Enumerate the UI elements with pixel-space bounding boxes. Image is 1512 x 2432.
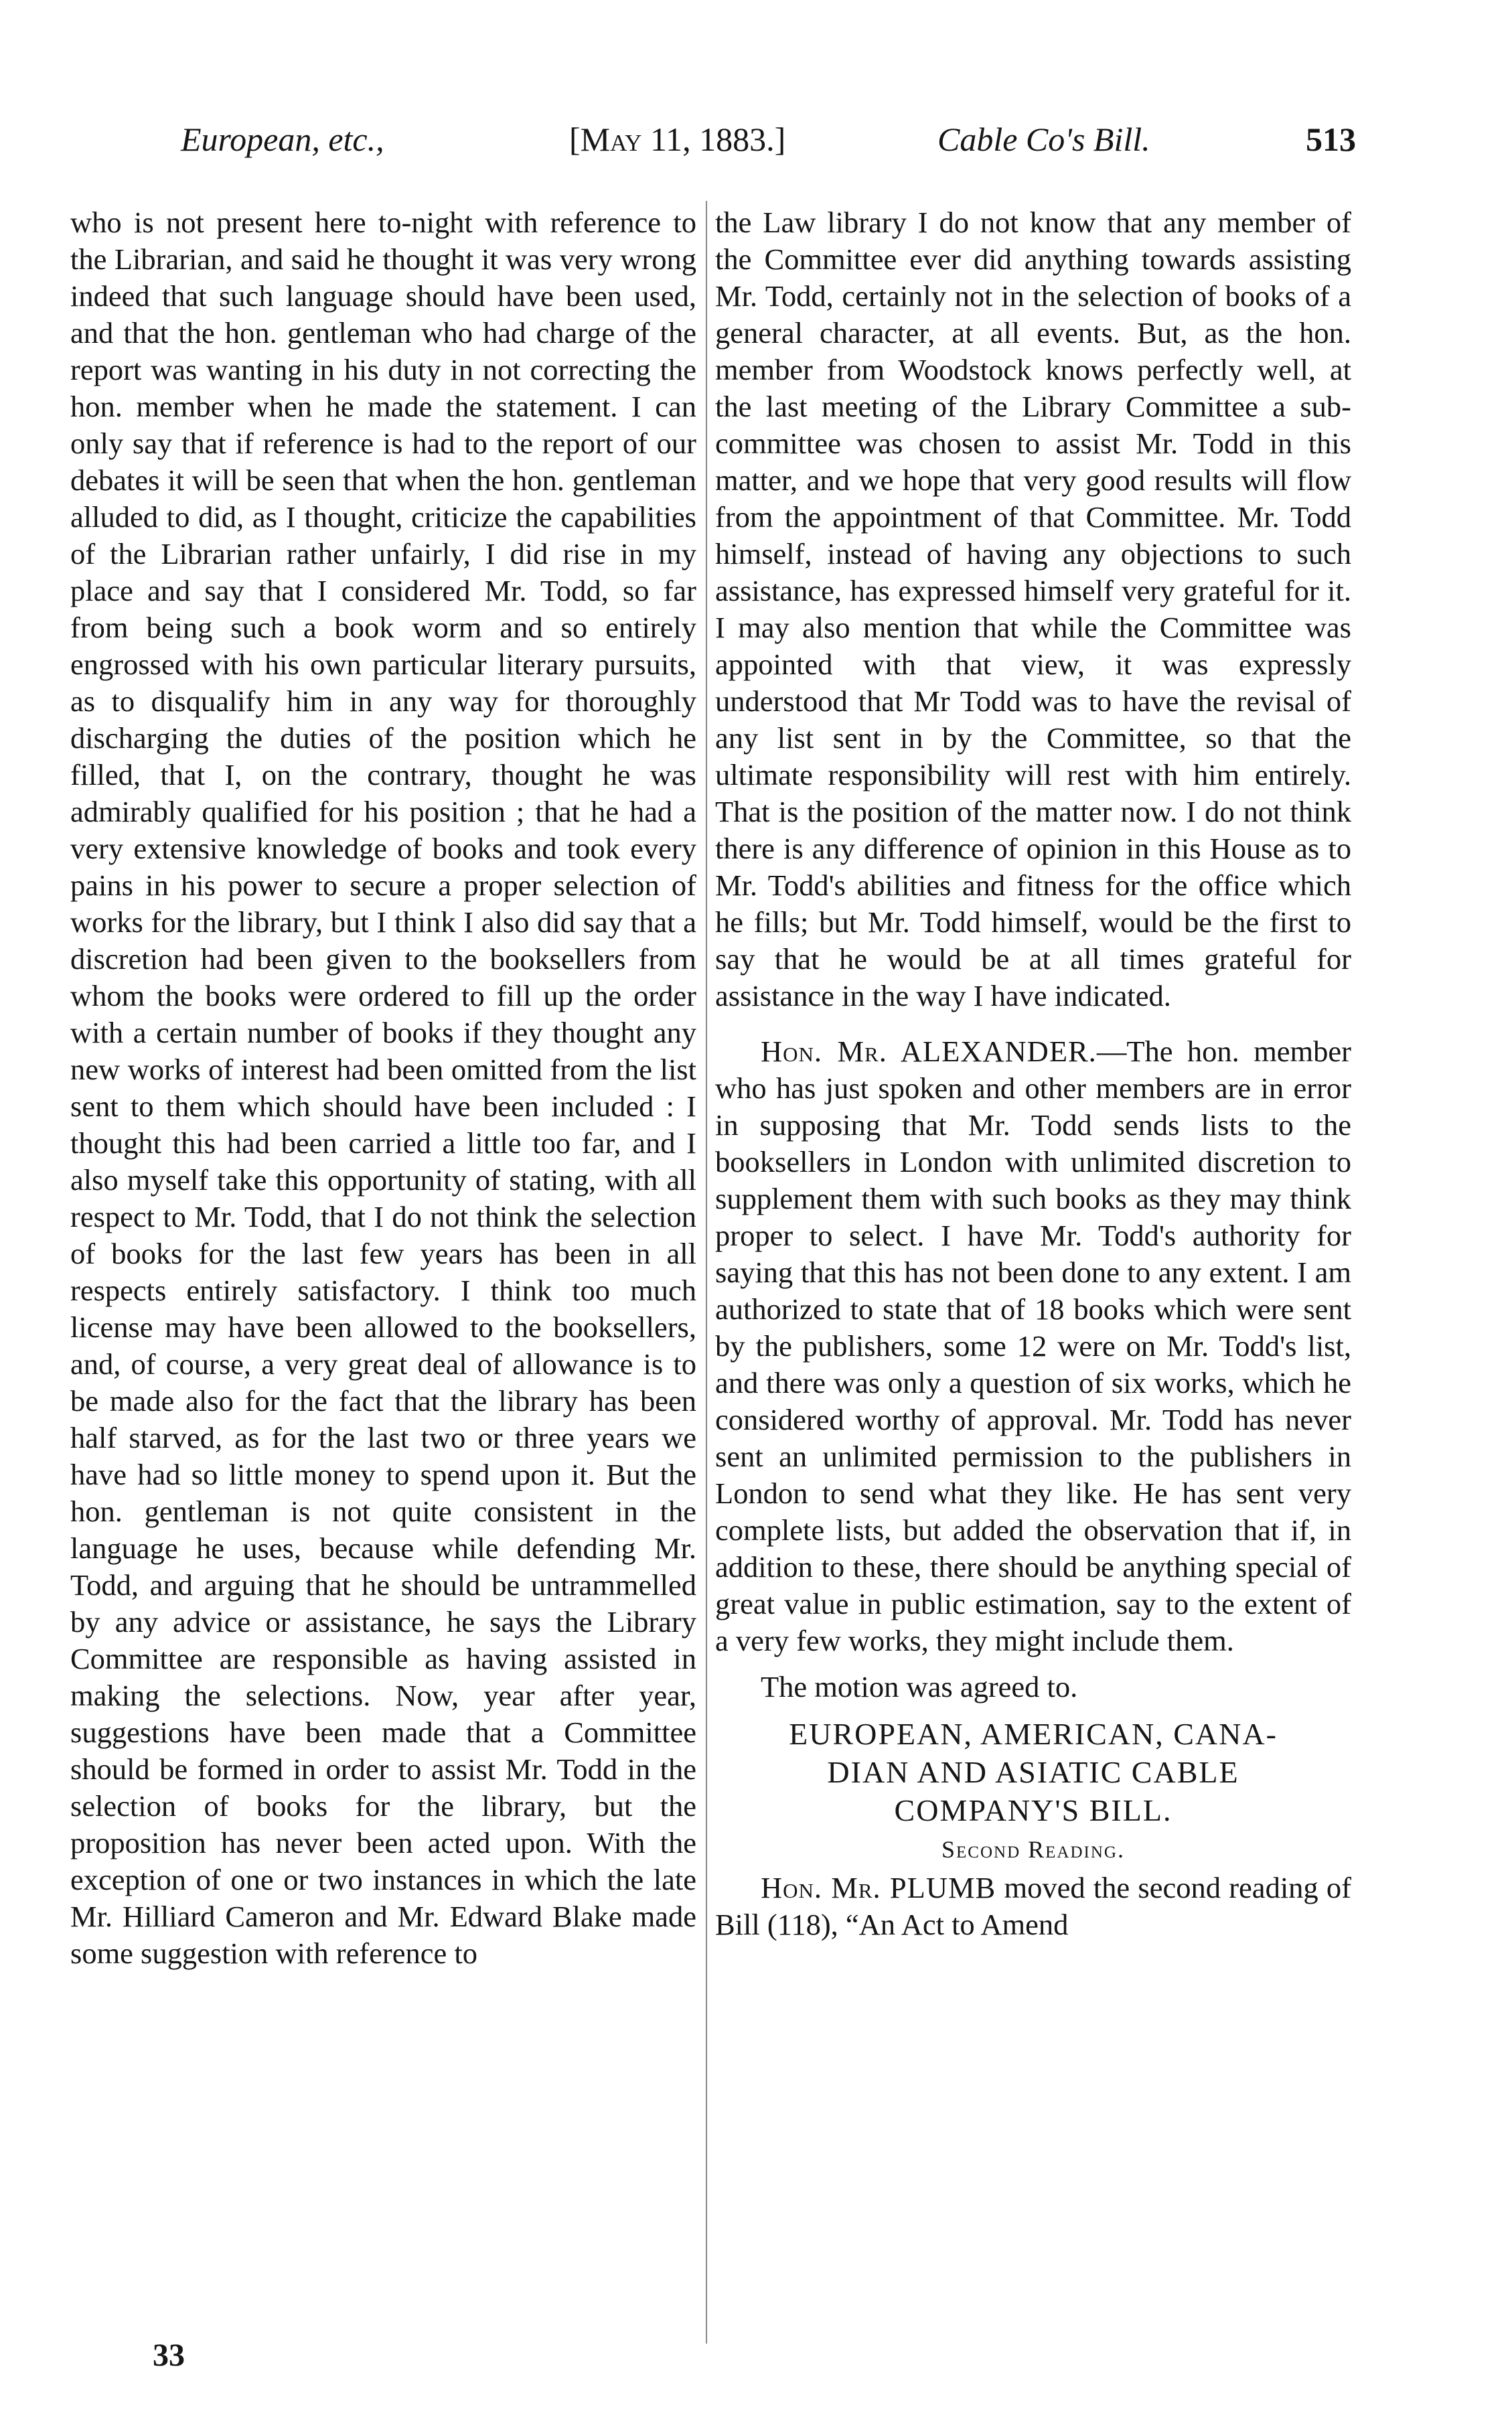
- second-reading-subheading: Second Reading.: [941, 1836, 1125, 1863]
- speaker-name: Hon. Mr. PLUMB: [761, 1871, 996, 1904]
- bill-heading-line: DIAN AND ASIATIC CABLE: [827, 1755, 1239, 1789]
- left-column-paragraph: who is not present here to-night with reference to the Librarian, and said he thought it was very wrong indeed that such language should have been used, and that the hon. gentleman who had charge of the report was wanting in his duty in not correcting the hon. member when he made the statement. I can only say that if reference is had to the report of our debates it will be seen that when the hon. gentleman alluded to did, as I thought, criticize the capabilities of the Librarian rather unfairly, I did rise in my place and say that I considered Mr. Todd, so far from being such a book worm and so entirely engrossed with his own particular literary pursuits, as to disqualify him in any way for thoroughly discharging the duties of the position which he filled, that I, on the contrary, thought he was admirably qualified for his position ; that he had a very extensive knowledge of books and took every pains in his power to secure a proper selection of works for the library, but I think I also did say that a discretion had been given to the booksellers from whom the books were ordered to fill up the order with a certain number of books if they thought any new works of interest had been omitted from the list sent to them which should have been included : I thought this had been carried a little too far, and I also myself take this opportunity of stating, with all respect to Mr. Todd, that I do not think the selection of books for the last few years has been in all respects entirely satisfactory. I think too much license may have been allowed to the booksellers, and, of course, a very great deal of allowance is to be made also for the fact that the library has been half starved, as for the last two or three years we have had so little money to spend upon it. But the hon. gentleman is not quite consistent in the language he uses, because while defending Mr. Todd, and arguing that he should be untrammelled by any advice or assistance, he says the Library Committee are responsible as having assisted in making the selections. Now, year after year, suggestions have been made that a Committee should be formed in order to assist Mr. Todd in the selection of books for the library, but the proposition has never been acted upon. With the exception of one or two instances in which the late Mr. Hilliard Cameron and Mr. Edward Blake made some suggestion with reference to: [70, 206, 696, 1970]
- signature-mark: 33: [153, 2338, 185, 2373]
- continued-paragraph: the Law library I do not know that any member of the Committee ever did anything towards assisting Mr. Todd, certainly not in the selection of books of a general character, at all events. But, as the hon. member from Woodstock knows perfectly well, at the last meeting of the Library Committee a sub-committee was chosen to assist Mr. Todd in this matter, and we hope that very good results will flow from the appointment of that Committee. Mr. Todd himself, instead of having any objections to such assistance, has expressed himself very grateful for it. I may also mention that while the Committee was appointed with that view, it was expressly understood that Mr Todd was to have the revisal of any list sent in by the Committee, so that the ultimate responsibility will rest with him entirely. That is the position of the matter now. I do not think there is any difference of opinion in this House as to Mr. Todd's abilities and fitness for the office which he fills; but Mr. Todd himself, would be the first to say that he would be at all times grateful for assistance in the way I have indicated.: [715, 206, 1351, 1012]
- right-column: [715, 204, 1351, 1943]
- motion-result: The motion was agreed to.: [761, 1670, 1078, 1703]
- bill-heading-line: EUROPEAN, AMERICAN, CANA-: [789, 1717, 1278, 1751]
- alexander-speech: [715, 1033, 1351, 1659]
- speaker-name: Hon. Mr. ALEXANDER.: [761, 1035, 1097, 1068]
- page-number: 513: [1306, 121, 1356, 158]
- plumb-speech: [715, 1870, 1351, 1943]
- bill-heading-line: COMPANY'S BILL.: [894, 1793, 1173, 1827]
- left-column: [70, 204, 696, 1972]
- header-bill-title: Cable Co's Bill.: [937, 121, 1150, 158]
- running-header: [167, 112, 1356, 166]
- speech-text: —The hon. member who has just spoken and other members are in error in supposing that Mr. Todd sends lists to the booksellers in London with unlimited discretion to supplement them with such books as they may think proper to select. I have Mr. Todd's authority for saying that this has not been done to any extent. I am authorized to state that of 18 books which were sent by the publishers, some 12 were on Mr. Todd's list, and there was only a question of six works, which he considered worthy of approval. Mr. Todd has never sent an unlimited permission to the publishers in London to send what they like. He has sent very complete lists, but added the observation that if, in addition to these, there should be anything special of great value in public estimation, say to the extent of a very few works, they might include them.: [715, 1035, 1351, 1657]
- column-divider: [706, 201, 707, 2344]
- header-section-title: European, etc.,: [181, 121, 384, 158]
- header-date: [May 11, 1883.]: [569, 121, 786, 158]
- speech-text: moved the second reading of Bill (118), “An Act to Amend: [715, 1871, 1351, 1941]
